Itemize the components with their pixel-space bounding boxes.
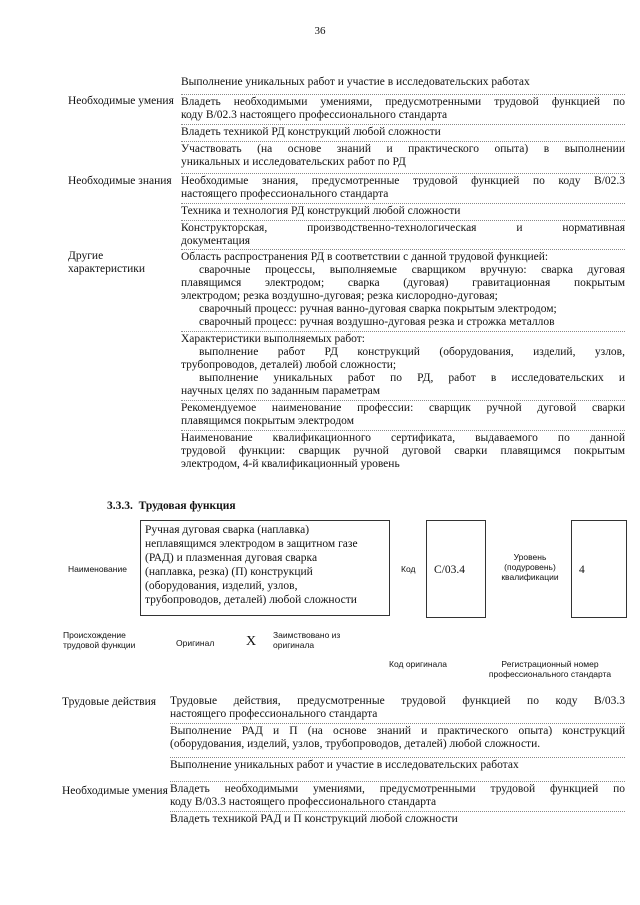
action-item: Выполнение РАД и П (на основе знаний и практического опыта) конструкций (оборудования, изделий, узлов, трубопроводов, деталей) любой сложности. <box>170 725 625 750</box>
label-actions: Трудовые действия <box>62 696 157 708</box>
function-name-box: Ручная дуговая сварка (наплавка) неплавящимся электродом в защитном газе (РАД) и плазменная дуговая сварка (наплавка, резка) (П) конструкций (оборудования, изделий, узлов, трубопроводов, деталей) любой сложности <box>140 520 390 616</box>
code-value: C/03.4 <box>434 564 465 576</box>
knowledge-list <box>181 173 625 248</box>
knowledge-item: Необходимые знания, предусмотренные трудовой функцией по коду В/02.3 настоящего профессионального стандарта <box>181 175 625 200</box>
code-label: Код <box>401 564 416 574</box>
label-knowledge: Необходимые знания <box>68 175 172 187</box>
original-label: Оригинал <box>176 638 215 648</box>
original-code-label: Код оригинала <box>389 659 447 669</box>
level-label: Уровень (подуровень) квалификации <box>501 552 559 582</box>
knowledge-item: Конструкторская, производственно-технологическая и нормативная документация <box>181 222 625 247</box>
actions-list <box>170 695 625 772</box>
skill-item: Владеть необходимыми умениями, предусмотренными трудовой функцией по коду В/03.3 настоящего профессионального стандарта <box>170 783 625 808</box>
origin-label: Происхождение трудовой функции <box>63 630 136 650</box>
skill-item: Владеть техникой РАД и П конструкций любой сложности <box>170 811 625 826</box>
intro-line: Выполнение уникальных работ и участие в исследовательских работах <box>181 76 530 88</box>
original-x-mark: X <box>246 634 257 649</box>
code-box <box>426 520 486 618</box>
label-skills: Необходимые умения <box>68 95 174 107</box>
page-number: 36 <box>314 25 326 37</box>
action-item: Выполнение уникальных работ и участие в исследовательских работах <box>170 757 625 772</box>
label-other: Другие характеристики <box>68 250 146 275</box>
skill-item: Участвовать (на основе знаний и практического опыта) в выполнении уникальных и исследовательских работ по РД <box>181 143 625 168</box>
name-label: Наименование <box>68 564 127 574</box>
reg-number-label: Регистрационный номер профессионального стандарта <box>488 659 612 679</box>
other-characteristics: Область распространения РД в соответствии с данной трудовой функцией: сварочные процессы, выполняемые сварщиком вручную: сварка дуговая плавящимся электродом; сварка (дуговая) гравитационная покрытым электродом; резка воздушно-дуговая; резка кислородно-дуговая; сварочный процесс: ручная ванно-дуговая сварка покрытым электродом; сварочный процесс: ручная воздушно-дуговая резка и строжка металлов Характеристики выполняемых работ: выполнение работ РД конструкций (оборудования, изделий, узлов, трубопроводов, деталей) любой сложности; выполнение уникальных работ по РД, работ в исследовательских и научных целях по заданным параметрам Рекомендуемое наименование профессии: сварщик ручной дуговой сварки плавящимся покрытым электродом Наименование квалификационного сертификата, выдаваемого по данной трудовой функции: сварщик ручной дуговой сварки плавящимся покрытым электродом, 4-й квалификационный уровень <box>181 251 625 470</box>
skill-item: Владеть необходимыми умениями, предусмотренными трудовой функцией по коду В/02.3 настоящего профессионального стандарта <box>181 96 625 121</box>
borrowed-label: Заимствовано из оригинала <box>273 630 341 650</box>
skills-list-2 <box>170 781 625 826</box>
label-skills-2: Необходимые умения <box>62 785 168 797</box>
skills-list <box>181 94 625 169</box>
level-box <box>571 520 627 618</box>
level-value: 4 <box>579 564 585 576</box>
action-item: Трудовые действия, предусмотренные трудовой функцией по коду В/03.3 настоящего профессионального стандарта <box>170 695 625 720</box>
skill-item: Владеть техникой РД конструкций любой сложности <box>181 124 625 139</box>
section-title: 3.3.3. Трудовая функция <box>107 500 236 512</box>
knowledge-item: Техника и технология РД конструкций любой сложности <box>181 203 625 218</box>
